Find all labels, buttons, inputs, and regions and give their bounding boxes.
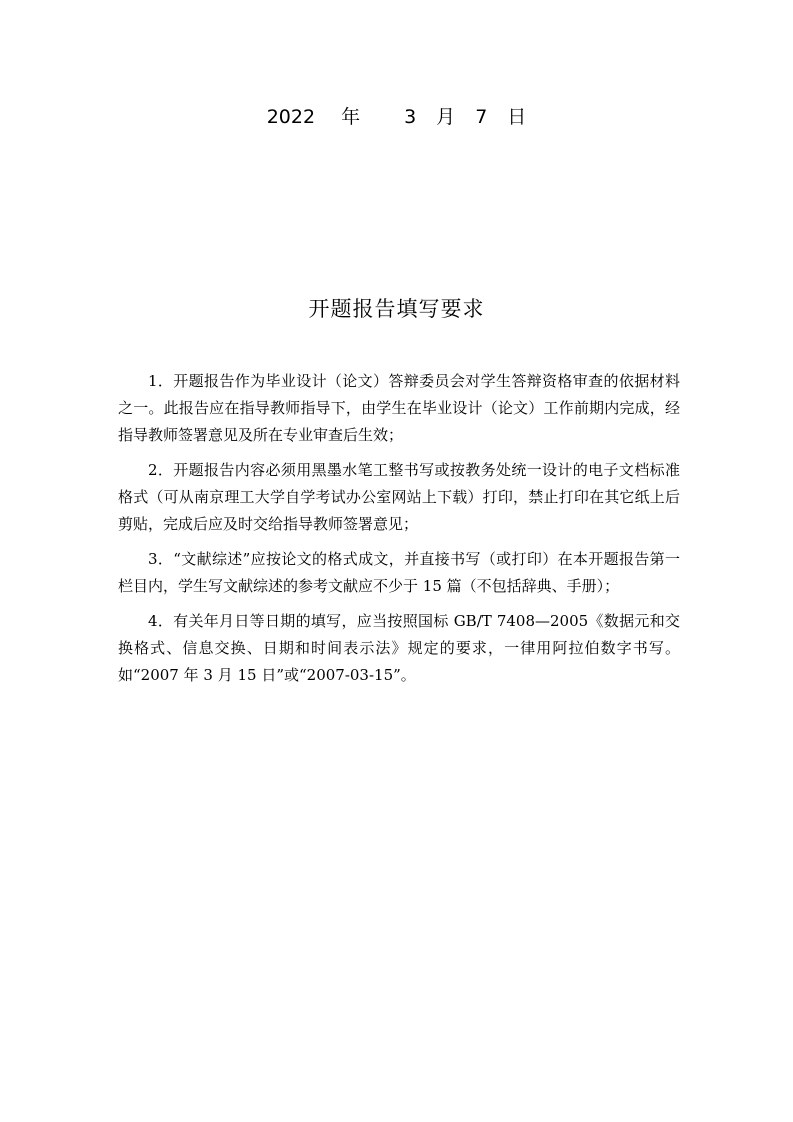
requirement-item-3: 3．“文献综述”应按论文的格式成文，并直接书写（或打印）在本开题报告第一栏目内，学生写文献综述的参考文献应不少于 15 篇（不包括辞典、手册）；	[118, 550, 680, 595]
requirement-item-4: 4．有关年月日等日期的填写，应当按照国标 GB/T 7408—2005《数据元和交换格式、信息交换、日期和时间表示法》规定的要求，一律用阿拉伯数字书写。如“2007 年 3 月 15 日”或“2007-03-15”。	[118, 612, 680, 684]
requirements-list	[118, 368, 680, 697]
page-title: 开题报告填写要求	[308, 297, 485, 321]
date-month: 3	[404, 106, 417, 128]
requirement-item-1: 1．开题报告作为毕业设计（论文）答辩委员会对学生答辩资格审查的依据材料之一。此报告应在指导教师指导下，由学生在毕业设计（论文）工作前期内完成，经指导教师签署意见及所在专业审查后生效；	[118, 372, 680, 444]
date-day-unit: 日	[507, 106, 527, 128]
requirement-item-2: 2．开题报告内容必须用黑墨水笔工整书写或按教务处统一设计的电子文档标准格式（可从南京理工大学自学考试办公室网站上下载）打印，禁止打印在其它纸上后剪贴，完成后应及时交给指导教师签署意见；	[118, 461, 680, 533]
date-year-unit: 年	[341, 106, 361, 128]
date-month-unit: 月	[436, 106, 456, 128]
report-date	[0, 104, 793, 130]
date-year: 2022	[266, 106, 316, 128]
date-day: 7	[475, 106, 488, 128]
